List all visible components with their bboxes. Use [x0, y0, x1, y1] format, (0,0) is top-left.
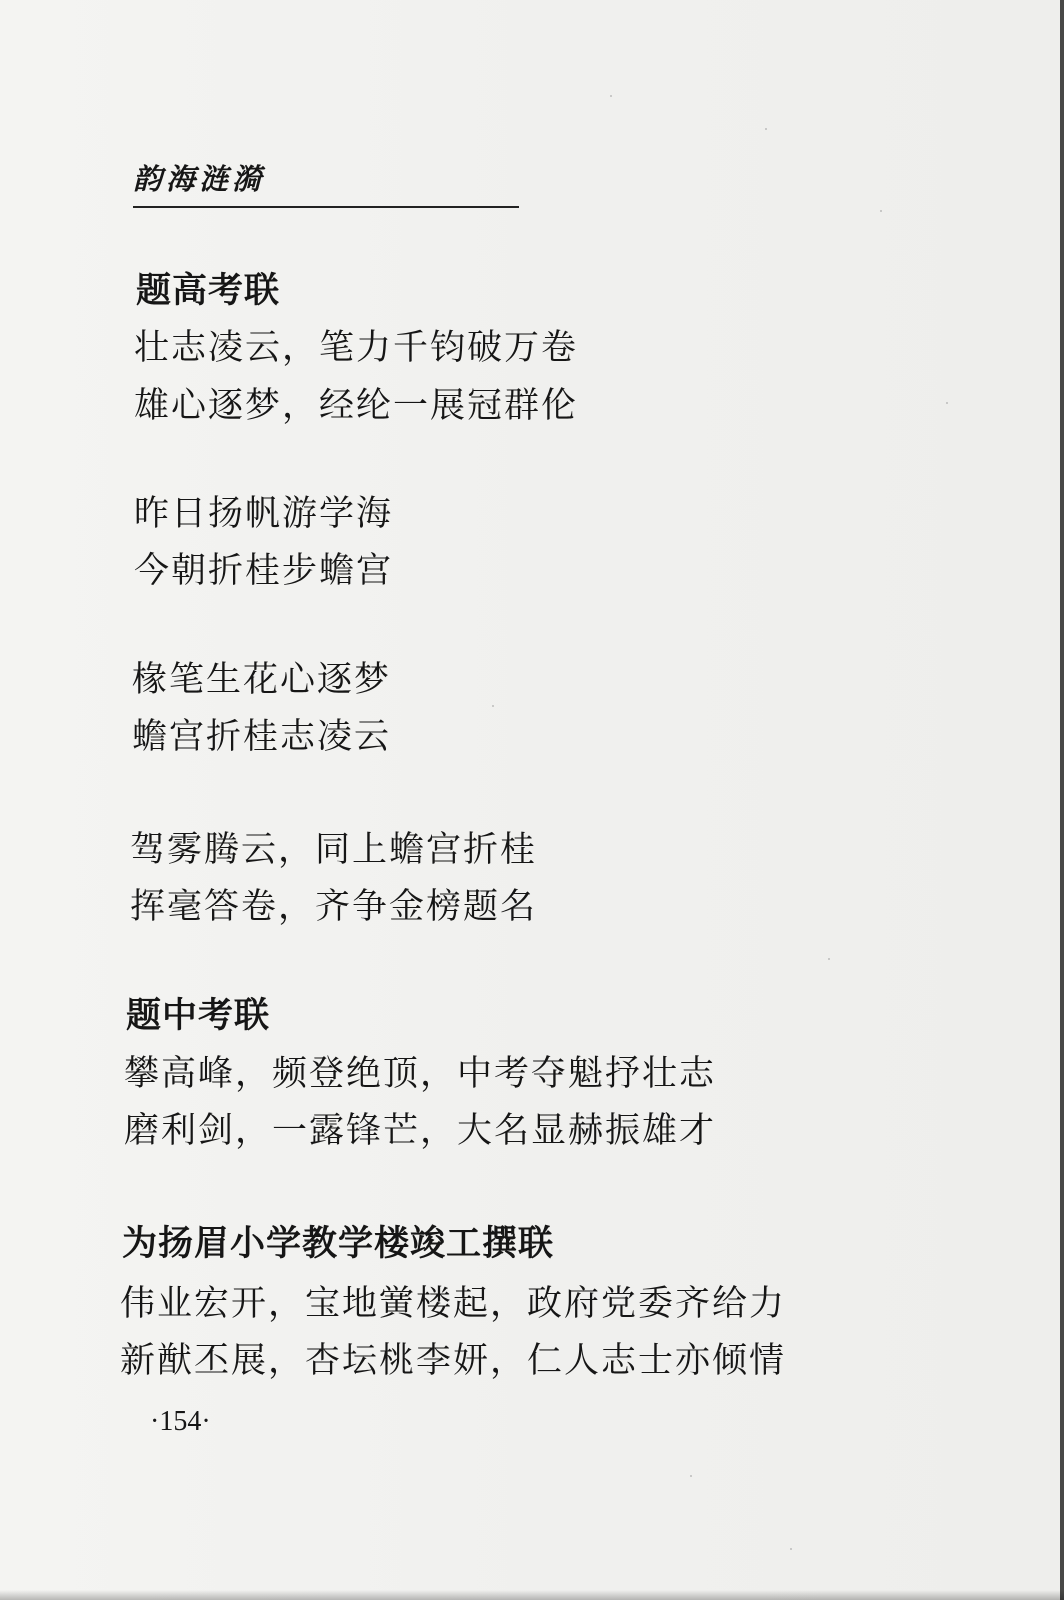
couplet-line: 伟业宏开，宝地黉楼起，政府党委齐给力 [120, 1284, 787, 1324]
couplet-line: 挥毫答卷，齐争金榜题名 [130, 887, 538, 927]
scan-speck [790, 1548, 792, 1550]
couplet-line: 磨利剑，一露锋芒，大名显赫振雄才 [124, 1111, 717, 1151]
scan-speck [765, 128, 767, 130]
couplet-line: 椽笔生花心逐梦 [132, 660, 392, 700]
section-title-gaokao: 题高考联 [136, 271, 281, 311]
binding-edge [1060, 0, 1064, 1600]
couplet-line: 驾雾腾云，同上蟾宫折桂 [130, 830, 538, 870]
couplet-line: 蟾宫折桂志凌云 [132, 717, 392, 757]
scan-speck [690, 1475, 692, 1477]
running-header-title: 韵海涟漪 [133, 162, 266, 196]
couplet-line: 雄心逐梦，经纶一展冠群伦 [134, 386, 579, 426]
scan-speck [492, 705, 494, 707]
section-title-school: 为扬眉小学教学楼竣工撰联 [122, 1224, 555, 1264]
section-title-zhongkao: 题中考联 [126, 996, 271, 1036]
couplet-line: 新猷丕展，杏坛桃李妍，仁人志士亦倾情 [120, 1341, 787, 1381]
couplet-line: 攀高峰，频登绝顶，中考夺魁抒壮志 [124, 1054, 717, 1094]
couplet-line: 昨日扬帆游学海 [134, 494, 394, 534]
scan-speck [880, 210, 882, 212]
scan-speck [828, 958, 830, 960]
couplet-line: 今朝折桂步蟾宫 [134, 551, 394, 591]
scan-speck [610, 95, 612, 97]
page-bottom-shadow [0, 1590, 1064, 1600]
scan-speck [946, 402, 948, 404]
running-header [133, 162, 519, 208]
couplet-line: 壮志凌云，笔力千钧破万卷 [134, 328, 579, 368]
page-number: ·154· [150, 1406, 211, 1437]
